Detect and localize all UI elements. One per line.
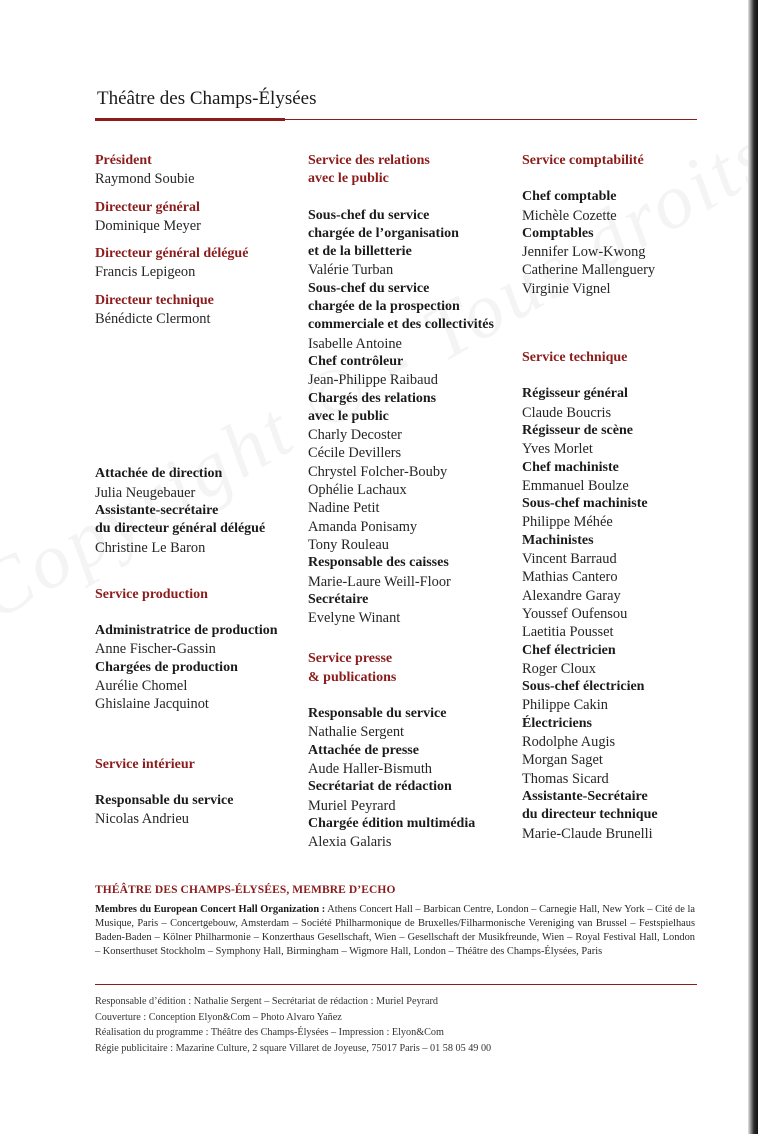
name-electricien: Thomas Sicard [522, 770, 609, 787]
role-directeur-general-delegue: Directeur général délégué [95, 246, 249, 262]
echo-body: Athens Concert Hall – Barbican Centre, London – Carnegie Hall, New York – Cité de la Musique, Paris – Concertgebouw, Amsterdam – Société Philharmonique de Bruxelles/Filharmonische Vereniging van Brussel – Festspielhaus Baden-Baden – Kölner Philharmonie – Konzerthaus Gesellschaft, Wien – Gesellschaft der Musikfreunde, Wien – Royal Festival Hall, London – Konserthuset Stockholm – Symphony Hall, Birmingham – Wigmore Hall, London – Théâtre des Champs-Élysées, Paris [95, 904, 695, 957]
column-direction [95, 152, 295, 829]
section-title-technique: Service technique [522, 350, 628, 366]
name-comptable: Virginie Vignel [522, 280, 611, 297]
credit-couverture: Couverture : Conception Elyon&Com – Photo Alvaro Yañez [95, 1011, 342, 1023]
role-charges-relations: Chargés des relations [308, 390, 437, 406]
section-title-production: Service production [95, 586, 208, 602]
role-assistante-secretaire-suite: du directeur général délégué [95, 521, 266, 537]
role-responsable-caisses: Responsable des caisses [308, 555, 449, 571]
header-rule [95, 119, 697, 120]
name-assistante-secretaire: Christine Le Baron [95, 539, 206, 556]
echo-members [95, 903, 695, 959]
name-charge-relations: Chrystel Folcher-Bouby [308, 463, 448, 480]
name-comptable: Jennifer Low-Kwong [522, 244, 646, 261]
role-chargees-production: Chargées de production [95, 659, 238, 675]
role-president: Président [95, 153, 152, 168]
name-machiniste: Laetitia Pousset [522, 624, 614, 641]
role-responsable-presse: Responsable du service [308, 706, 447, 722]
role-assistante-secretaire: Assistante-secrétaire [95, 502, 219, 518]
name-regisseur-general: Claude Boucris [522, 404, 612, 421]
role-machinistes: Machinistes [522, 532, 594, 548]
name-chef-comptable: Michèle Cozette [522, 207, 617, 224]
role-sous-chef-prospection: chargée de la prospection [308, 299, 460, 315]
name-secretaire: Evelyne Winant [308, 610, 401, 627]
role-sous-chef-prospection: commerciale et des collectivités [308, 317, 494, 333]
name-sous-chef-electricien: Philippe Cakin [522, 697, 608, 714]
name-machiniste: Mathias Cantero [522, 569, 618, 586]
role-attachee-presse: Attachée de presse [308, 742, 419, 758]
name-attachee-direction: Julia Neugebauer [95, 484, 196, 501]
role-chef-machiniste: Chef machiniste [522, 459, 619, 475]
scan-edge [748, 0, 758, 1134]
role-charges-relations: avec le public [308, 408, 389, 424]
section-title-relations: Service des relations [308, 153, 430, 168]
name-directeur-general-delegue: Francis Lepigeon [95, 264, 196, 281]
section-title-relations-suite: avec le public [308, 171, 389, 187]
role-assistante-technique: Assistante-Secrétaire [522, 788, 648, 804]
credit-edition: Responsable d’édition : Nathalie Sergent – Secrétariat de rédaction : Muriel Peyrard [95, 996, 438, 1007]
name-secretariat-redaction: Muriel Peyrard [308, 797, 396, 814]
name-charge-relations: Amanda Ponisamy [308, 518, 418, 535]
role-sous-chef-electricien: Sous-chef électricien [522, 679, 645, 695]
name-machiniste: Vincent Barraud [522, 551, 617, 568]
section-title-presse: Service presse [308, 651, 393, 667]
name-directeur-general: Dominique Meyer [95, 217, 201, 234]
name-chef-electricien: Roger Cloux [522, 660, 596, 677]
name-directeur-technique: Bénédicte Clermont [95, 311, 211, 328]
name-charge-relations: Nadine Petit [308, 500, 380, 517]
name-responsable-caisses: Marie-Laure Weill-Floor [308, 573, 451, 590]
role-regisseur-general: Régisseur général [522, 386, 628, 402]
name-charge-relations: Ophélie Lachaux [308, 482, 407, 499]
name-electricien: Rodolphe Augis [522, 734, 616, 751]
role-administratrice-production: Administratrice de production [95, 623, 278, 639]
name-edition-multimedia: Alexia Galaris [308, 834, 392, 851]
role-chef-controleur: Chef contrôleur [308, 353, 404, 369]
name-administratrice-production: Anne Fischer-Gassin [95, 641, 216, 658]
footer-rule [95, 984, 697, 985]
name-sous-chef-prospection: Isabelle Antoine [308, 335, 402, 352]
role-directeur-general: Directeur général [95, 199, 200, 215]
name-machiniste: Alexandre Garay [522, 587, 621, 604]
name-chargee-production: Aurélie Chomel [95, 678, 188, 695]
role-comptables: Comptables [522, 225, 594, 241]
role-chef-electricien: Chef électricien [522, 642, 616, 658]
name-charge-relations: Charly Decoster [308, 427, 402, 444]
name-responsable-interieur: Nicolas Andrieu [95, 811, 189, 828]
name-electricien: Morgan Saget [522, 752, 603, 769]
name-chef-controleur: Jean-Philippe Raibaud [308, 372, 438, 389]
role-responsable-interieur: Responsable du service [95, 792, 234, 808]
role-attachee-direction: Attachée de direction [95, 466, 223, 482]
name-charge-relations: Tony Rouleau [308, 536, 389, 553]
role-sous-chef-billetterie: chargée de l’organisation [308, 225, 459, 241]
echo-title: THÉÂTRE DES CHAMPS-ÉLYSÉES, MEMBRE D’ECHO [95, 884, 396, 896]
role-assistante-technique-suite: du directeur technique [522, 807, 658, 823]
name-attachee-presse: Aude Haller-Bismuth [308, 760, 433, 777]
role-chef-comptable: Chef comptable [522, 189, 617, 205]
role-edition-multimedia: Chargée édition multimédia [308, 815, 476, 831]
name-machiniste: Youssef Oufensou [522, 605, 628, 622]
name-chef-machiniste: Emmanuel Boulze [522, 477, 629, 494]
credit-regie: Régie publicitaire : Mazarine Culture, 2 square Villaret de Joyeuse, 75017 Paris – 01 58 05 49 00 [95, 1042, 492, 1054]
role-regisseur-scene: Régisseur de scène [522, 422, 633, 438]
role-secretariat-redaction: Secrétariat de rédaction [308, 779, 452, 795]
name-chargee-production: Ghislaine Jacquinot [95, 696, 209, 713]
section-title-interieur: Service intérieur [95, 756, 195, 772]
name-president: Raymond Soubie [95, 171, 195, 188]
page-title: Théâtre des Champs-Élysées [97, 88, 317, 109]
section-title-presse-suite: & publications [308, 669, 397, 685]
name-charge-relations: Cécile Devillers [308, 445, 402, 462]
column-comptabilite-technique [522, 152, 722, 843]
role-sous-chef-prospection: Sous-chef du service [308, 280, 430, 296]
role-sous-chef-billetterie: et de la billetterie [308, 244, 412, 260]
credit-realisation: Réalisation du programme : Théâtre des Champs-Élysées – Impression : Elyon&Com [95, 1027, 444, 1039]
name-comptable: Catherine Mallenguery [522, 262, 656, 279]
name-responsable-presse: Nathalie Sergent [308, 724, 405, 741]
name-regisseur-scene: Yves Morlet [522, 441, 593, 458]
name-sous-chef-billetterie: Valérie Turban [308, 262, 394, 279]
role-directeur-technique: Directeur technique [95, 292, 214, 308]
column-relations-public [308, 152, 513, 851]
role-sous-chef-machiniste: Sous-chef machiniste [522, 496, 648, 512]
role-secretaire: Secrétaire [308, 591, 369, 607]
section-title-comptabilite: Service comptabilité [522, 153, 644, 168]
name-assistante-technique: Marie-Claude Brunelli [522, 825, 653, 842]
role-sous-chef-billetterie: Sous-chef du service [308, 207, 430, 223]
role-electriciens: Électriciens [522, 715, 592, 731]
name-sous-chef-machiniste: Philippe Méhée [522, 514, 613, 531]
echo-lead: Membres du European Concert Hall Organization : [95, 904, 326, 915]
credits [95, 994, 695, 1056]
